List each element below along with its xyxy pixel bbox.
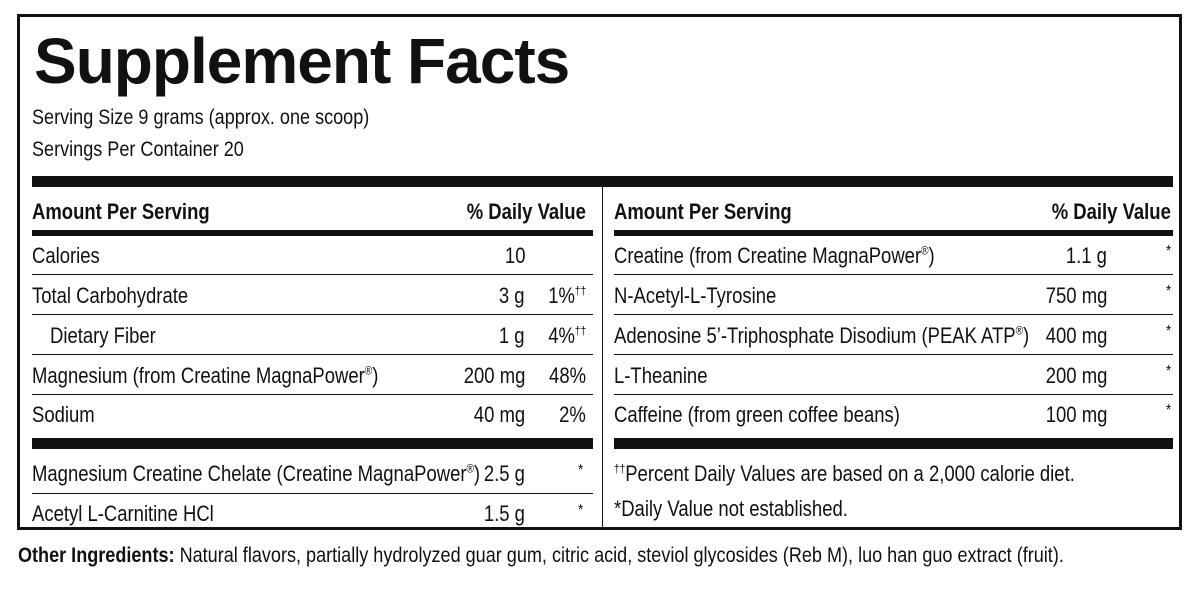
left-blend-chelate-name: Magnesium Creatine Chelate (Creatine MagnaPower®) xyxy=(32,461,481,486)
row-rule xyxy=(614,314,1173,315)
right-row-tyrosine-name: N-Acetyl-L-Tyrosine xyxy=(614,283,777,308)
right-row-atp-dv: * xyxy=(1165,323,1171,340)
right-header-rule xyxy=(614,230,1173,236)
right-row-theanine-dv: * xyxy=(1165,363,1171,380)
left-header-rule xyxy=(32,230,593,236)
right-row-creatine-name: Creatine (from Creatine MagnaPower®) xyxy=(614,243,935,268)
footnote-not-established: *Daily Value not established. xyxy=(614,496,848,521)
right-row-tyrosine-dv: * xyxy=(1165,283,1171,300)
supplement-facts-panel xyxy=(17,14,1182,530)
left-row-fiber-dv: 4%†† xyxy=(548,323,586,348)
right-row-theanine-name: L-Theanine xyxy=(614,363,708,388)
column-divider xyxy=(602,187,603,529)
right-bottom-rule xyxy=(614,438,1173,449)
left-blend-chelate-dv: * xyxy=(577,462,583,479)
left-row-sodium-dv: 2% xyxy=(559,402,586,427)
right-row-atp-amount: 400 mg xyxy=(1045,323,1107,348)
left-row-magnesium-name: Magnesium (from Creatine MagnaPower®) xyxy=(32,363,379,388)
left-row-carb-amount: 3 g xyxy=(499,283,525,308)
left-row-fiber-amount: 1 g xyxy=(499,323,525,348)
left-row-magnesium-amount: 200 mg xyxy=(463,363,525,388)
right-row-caffeine-name: Caffeine (from green coffee beans) xyxy=(614,402,900,427)
right-row-theanine-amount: 200 mg xyxy=(1045,363,1107,388)
row-rule xyxy=(614,274,1173,275)
row-rule xyxy=(32,354,593,355)
left-row-fiber-name: Dietary Fiber xyxy=(50,323,156,348)
left-blend-carnitine-amount: 1.5 g xyxy=(483,501,525,526)
left-blend-rule xyxy=(32,438,593,449)
row-rule xyxy=(32,274,593,275)
panel-title: Supplement Facts xyxy=(34,25,570,97)
right-row-caffeine-dv: * xyxy=(1165,402,1171,419)
serving-size: Serving Size 9 grams (approx. one scoop) xyxy=(32,106,370,129)
row-rule xyxy=(614,394,1173,395)
other-ingredients: Other Ingredients: Natural flavors, partially hydrolyzed guar gum, citric acid, steviol glycosides (Reb M), luo han guo extract (fruit). xyxy=(18,544,1064,567)
right-row-creatine-amount: 1.1 g xyxy=(1065,243,1107,268)
left-row-calories-name: Calories xyxy=(32,243,100,268)
left-header-amount: Amount Per Serving xyxy=(32,199,210,224)
left-row-magnesium-dv: 48% xyxy=(549,363,586,388)
row-rule xyxy=(32,493,593,494)
left-row-sodium-amount: 40 mg xyxy=(473,402,525,427)
left-row-sodium-name: Sodium xyxy=(32,402,95,427)
right-header-amount: Amount Per Serving xyxy=(614,199,792,224)
left-header-dv: % Daily Value xyxy=(466,199,586,224)
top-thick-rule xyxy=(32,176,1173,187)
left-row-carb-name: Total Carbohydrate xyxy=(32,283,189,308)
row-rule xyxy=(614,354,1173,355)
servings-per-container: Servings Per Container 20 xyxy=(32,138,244,161)
right-row-creatine-dv: * xyxy=(1165,243,1171,260)
left-row-carb-dv: 1%†† xyxy=(548,283,586,308)
left-blend-carnitine-name: Acetyl L-Carnitine HCl xyxy=(32,501,214,526)
right-row-tyrosine-amount: 750 mg xyxy=(1045,283,1107,308)
left-row-calories-amount: 10 xyxy=(504,243,525,268)
row-rule xyxy=(32,314,593,315)
left-blend-chelate-amount: 2.5 g xyxy=(483,461,525,486)
left-blend-carnitine-dv: * xyxy=(577,502,583,519)
row-rule xyxy=(32,394,593,395)
right-header-dv: % Daily Value xyxy=(1051,199,1171,224)
right-row-caffeine-amount: 100 mg xyxy=(1045,402,1107,427)
footnote-daily-values: ††Percent Daily Values are based on a 2,000 calorie diet. xyxy=(614,461,1075,486)
right-row-atp-name: Adenosine 5’-Triphosphate Disodium (PEAK ATP®) xyxy=(614,323,1030,348)
